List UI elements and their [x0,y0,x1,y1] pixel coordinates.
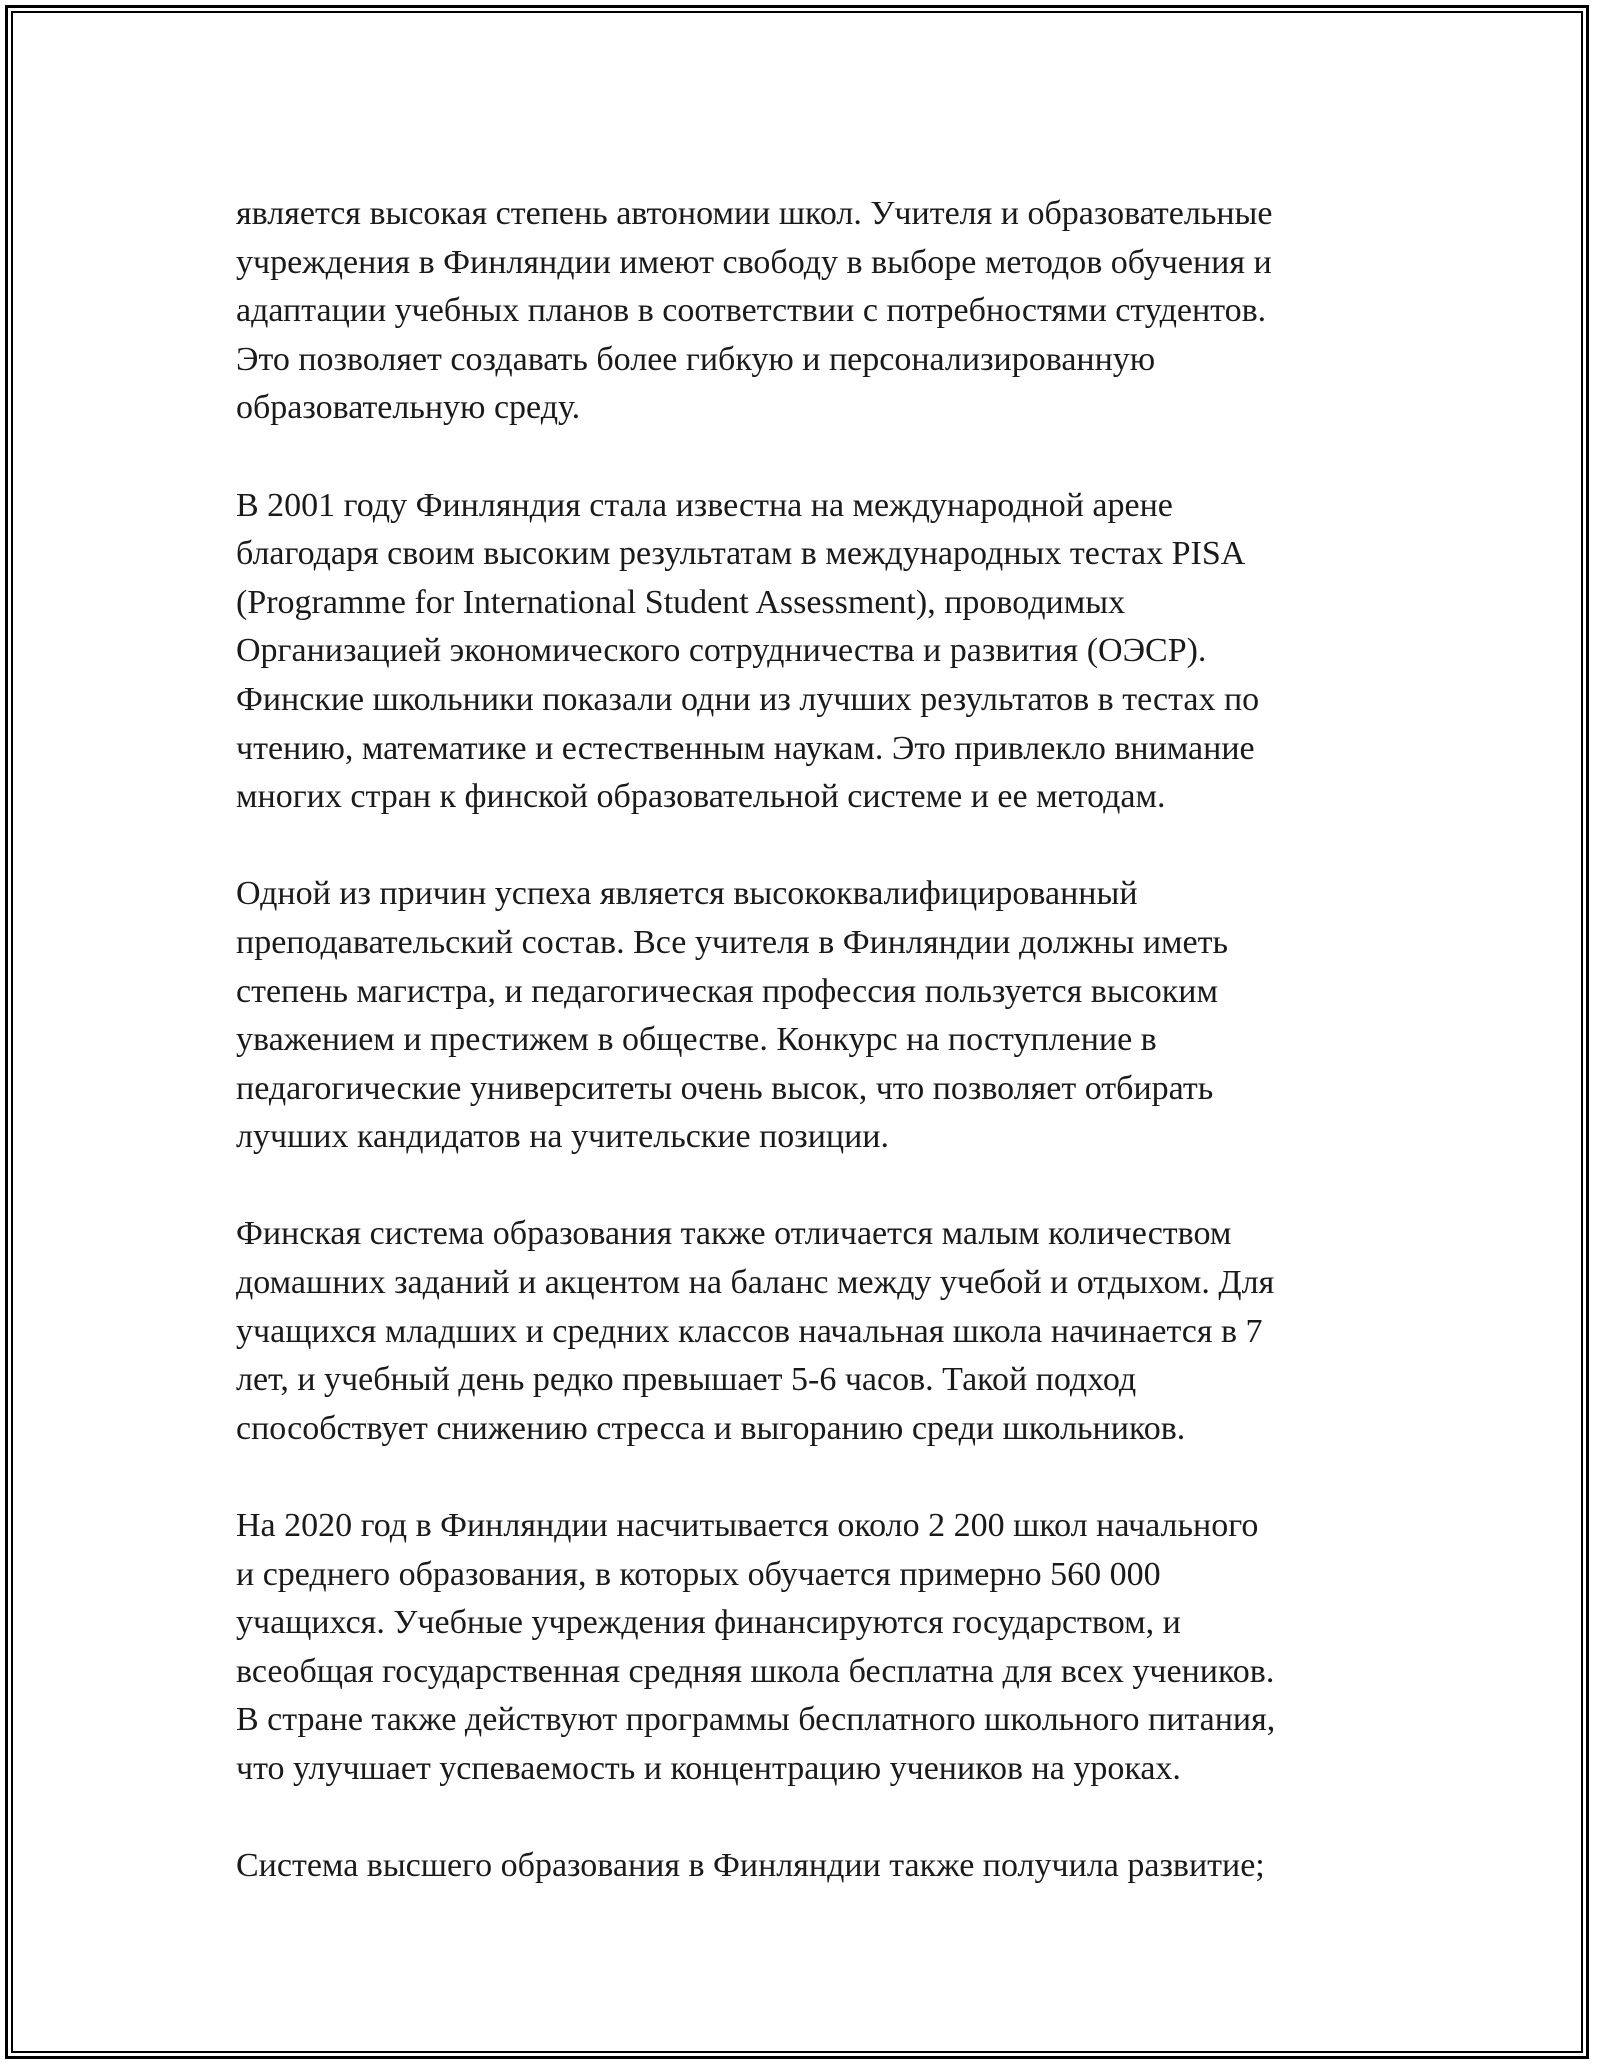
paragraph-line: степень магистра, и педагогическая профессия пользуется высоким [236,972,1218,1010]
paragraph-line: Финская система образования также отличается малым количеством [236,1215,1232,1253]
paragraph-line: многих стран к финской образовательной системе и ее методам. [236,778,1166,816]
paragraph-line: Система высшего образования в Финляндии также получила развитие; [236,1847,1265,1885]
paragraph-line: домашних заданий и акцентом на баланс между учебой и отдыхом. Для [236,1264,1275,1302]
paragraph-line: способствует снижению стресса и выгоранию среди школьников. [236,1409,1186,1447]
paragraph-line: адаптации учебных планов в соответствии с потребностями студентов. [236,292,1267,330]
paragraph-line: и среднего образования, в которых обучается примерно 560 000 [236,1555,1161,1593]
paragraph-line: учащихся младших и средних классов начальная школа начинается в 7 [236,1312,1263,1350]
paragraph-line: всеобщая государственная средняя школа бесплатна для всех учеников. [236,1652,1275,1690]
paragraph-line: преподавательский состав. Все учителя в Финляндии должны иметь [236,923,1229,961]
paragraph-line: уважением и престижем в обществе. Конкурс на поступление в [236,1021,1157,1059]
paragraph-homework [236,1210,1436,1453]
paragraph-spacer [236,433,1436,482]
paragraph-line: благодаря своим высоким результатам в международных тестах PISA [236,535,1246,573]
paragraph-line: Финские школьники показали одни из лучших результатов в тестах по [236,680,1260,718]
paragraph-line: педагогические университеты очень высок, что позволяет отбирать [236,1069,1214,1107]
document-body [236,190,1436,1891]
paragraph-autonomy [236,190,1436,433]
paragraph-spacer [236,1453,1436,1502]
paragraph-higher-education [236,1842,1436,1891]
paragraph-teachers [236,870,1436,1162]
paragraph-line: На 2020 год в Финляндии насчитывается около 2 200 школ начального [236,1507,1259,1545]
paragraph-line: В стране также действуют программы бесплатного школьного питания, [236,1701,1276,1739]
paragraph-line: (Programme for International Student Assessment), проводимых [236,583,1126,621]
paragraph-line: В 2001 году Финляндия стала известна на международной арене [236,486,1173,524]
paragraph-line: чтению, математике и естественным наукам. Это привлекло внимание [236,729,1255,767]
paragraph-line: Это позволяет создавать более гибкую и персонализированную [236,340,1156,378]
paragraph-spacer [236,1162,1436,1211]
paragraph-spacer [236,1794,1436,1843]
paragraph-line: является высокая степень автономии школ. Учителя и образовательные [236,195,1273,232]
paragraph-line: Одной из причин успеха является высококвалифицированный [236,875,1138,913]
paragraph-pisa [236,482,1436,822]
paragraph-line: что улучшает успеваемость и концентрацию учеников на уроках. [236,1750,1181,1787]
paragraph-line: лет, и учебный день редко превышает 5-6 часов. Такой подход [236,1361,1137,1399]
paragraph-line: Организацией экономического сотрудничества и развития (ОЭСР). [236,632,1207,670]
paragraph-line: лучших кандидатов на учительские позиции. [236,1118,890,1156]
paragraph-line: учреждения в Финляндии имеют свободу в выборе методов обучения и [236,243,1272,281]
paragraph-line: образовательную среду. [236,389,581,427]
paragraph-statistics [236,1502,1436,1794]
paragraph-line: учащихся. Учебные учреждения финансируются государством, и [236,1604,1181,1642]
paragraph-spacer [236,822,1436,871]
